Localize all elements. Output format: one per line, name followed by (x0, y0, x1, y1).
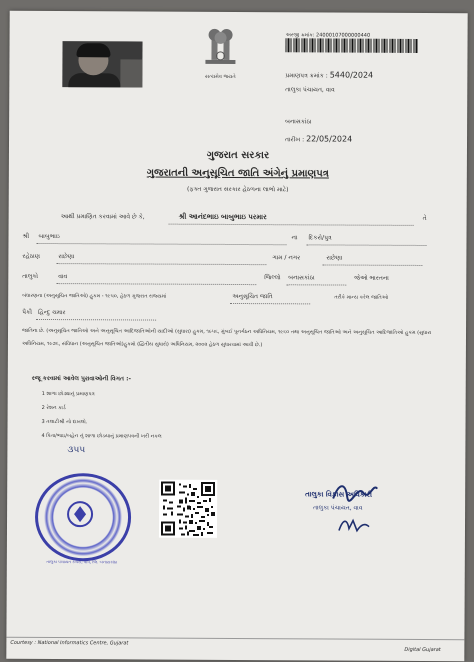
ink-signature-icon (337, 517, 371, 535)
cert-number: 5440/2024 (329, 70, 374, 80)
shri-label: શ્રી (22, 232, 30, 240)
caste-name: હિન્દુ ચમાર (38, 308, 66, 317)
barcode (285, 38, 417, 53)
officer-office: તાલુકા પંચાયત, વાવ (313, 504, 363, 512)
state-label: જેઓ ભારતના (354, 274, 389, 282)
state-emblem-icon (197, 26, 243, 76)
legal-paragraph: જાતિના છે. (અનુસૂચિત જાતિઓ અને અનુસૂચિત આદિજાતિઓની યાદીઓ (સુધારા) હુકમ, ૧૯૫૬, મુંબઈ પુનર્ગઠન અધિનિયમ, ૧૯૬૦ તથા અનુસૂચિત જાતિઓ અને અનુસૂચિત આદિજાતિઓ હુકમ (સુધારા અધિનિયમ, ૧૯૭૬, સંવિધાન (અનુસૂચિત જાતિઓ)હુકમો (દ્વિતીય સુધારો) અધિનિયમ, ૨૦૦૨ હેઠળ સુધારવામાં આવી છે.) (21, 327, 432, 349)
village-city-label: ગામ / નગર (272, 254, 301, 262)
order-text: બંધારણના (અનુસૂચિત જાતિઓ) હુકમ - ૧૯૫૦, હેઠળ ગુજરાત રાજ્યમાં (22, 292, 167, 300)
seal-text: તાલુકા પંચાયત કચેરી, વાવ, જિ. બનાસકાંઠા (46, 559, 118, 565)
application-id: 24000107000000440 (316, 32, 371, 39)
applicant-name: શ્રી આનંદભાઇ બાબુભાઇ પરમાર (178, 212, 267, 222)
issuing-district: બનાસકાંઠા (285, 118, 312, 126)
district-name: બનાસકાંઠા (288, 274, 315, 282)
document-item: 1 શાળા છોડ્યાનું પ્રમાણપત્ર (41, 390, 95, 398)
issuing-office: તાલુકા પંચાયત, વાવ (285, 86, 335, 94)
residence-label: રહેઠાણ (22, 252, 40, 260)
application-id-label: અરજી ક્રમાંક: (285, 32, 315, 39)
applicant-photo (62, 41, 142, 87)
taluka-label: તાલુકો (22, 272, 39, 280)
category: અનુસૂચિત જાતિ (232, 292, 273, 301)
document-item: 4 પિતા/ભાઇ/બહેન નું શાળા છોડયાનું પ્રમાણપત્રની ખરી નકલ (41, 432, 162, 440)
document-item: 2 રેશન કાર્ડ (41, 404, 66, 412)
govt-title: ગુજરાત સરકાર (206, 149, 270, 162)
footer-courtesy: Courtesy : National Informatics Centre, Gujarat (10, 639, 129, 647)
village-name: રાછેણા (326, 254, 343, 262)
qr-code (159, 480, 217, 538)
district-label: જિલ્લો (264, 274, 281, 282)
te-text: તે (422, 214, 427, 222)
cert-number-label: પ્રમાણપત્ર ક્રમાંક : (285, 72, 328, 80)
residence-village: રાછેણા (58, 253, 75, 261)
officer-title: તાલુકા વિકાસ અધિકારી (305, 490, 373, 499)
document-item: 3 તલાટીશ્રી નો દાખલો. (41, 418, 88, 426)
footer-digital-gujarat: Digital Gujarat (404, 646, 441, 654)
relation: દિકરો/પુત્ર (308, 234, 332, 242)
handwritten-number: ૩૫૫ (67, 445, 86, 456)
documents-heading: રજૂ કરવામાં આવેલ પુરાવાઓની વિગત :- (31, 374, 132, 383)
recognized-text: તરીકે માન્ય કરેલ જાતિઓ (334, 294, 389, 301)
issue-date: 22/05/2024 (306, 134, 353, 144)
certificate-page (6, 11, 467, 661)
date-label: તારીખ : (285, 136, 305, 144)
office-seal-icon (35, 473, 131, 562)
certificate-subtitle: (ફક્ત ગુજરાત સરકાર હેઠળના લાભો માટે) (186, 185, 289, 194)
na-label: ના (291, 234, 298, 242)
father-name: બાબુભાઇ (38, 232, 60, 241)
certificate-title: ગુજરાતની અનુસૂચિત જાતિ અંગેનું પ્રમાણપત્ર (146, 167, 329, 180)
caste-prefix: પૈકી (22, 308, 32, 316)
certify-text: આથી પ્રમાણિત કરવામાં આવે છે કે, (60, 213, 145, 221)
emblem-caption: સત્યમેવ જયતે (205, 73, 236, 80)
taluka-name: વાવ (58, 273, 68, 281)
